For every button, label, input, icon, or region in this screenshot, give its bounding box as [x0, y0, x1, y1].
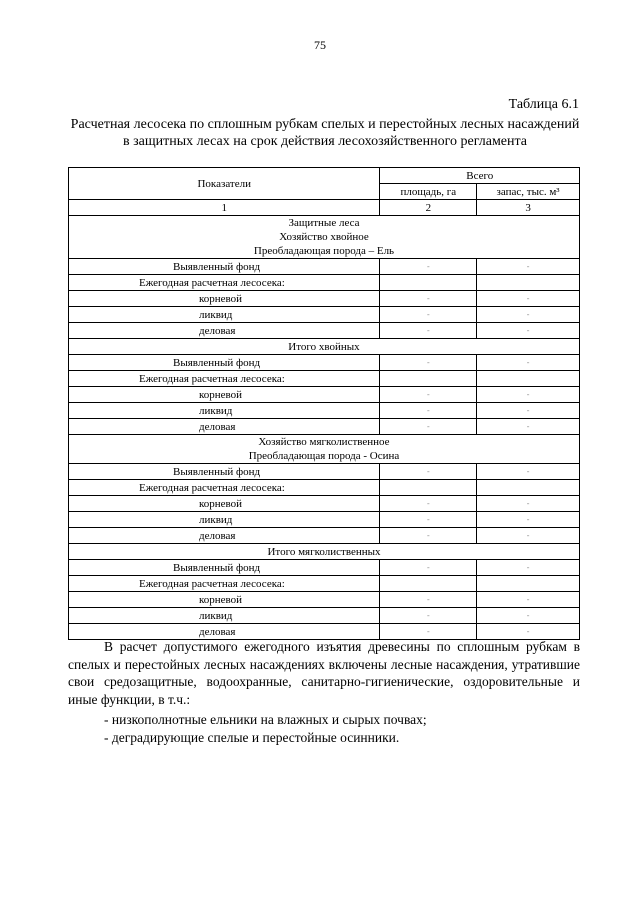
body-paragraph: В расчет допустимого ежегодного изъятия древесины по сплошным рубкам в спелых и перестойных лесных насаждениях включены лесные насаждения, утратившие свои средозащитные, водоохранные, санитарно-гигиенические, оздоровительные и иные функции, в т.ч.: — [68, 639, 580, 707]
cell-area: - — [380, 387, 477, 403]
cell-stock: - — [477, 355, 580, 371]
cell-area: - — [380, 608, 477, 624]
cell-area: - — [380, 512, 477, 528]
table-row — [69, 291, 580, 307]
cell-stock — [477, 576, 580, 592]
row-label: деловая — [69, 624, 380, 640]
row-label: Ежегодная расчетная лесосека: — [69, 371, 380, 387]
cell-area — [380, 275, 477, 291]
section-line: Преобладающая порода – Ель — [253, 245, 395, 257]
cell-stock: - — [477, 528, 580, 544]
table-row — [69, 576, 580, 592]
cell-area: - — [380, 403, 477, 419]
cell-area: - — [380, 307, 477, 323]
table-row — [69, 464, 580, 480]
cell-stock: - — [477, 387, 580, 403]
table-row — [69, 387, 580, 403]
table-row — [69, 592, 580, 608]
header-num-2: 2 — [380, 200, 477, 216]
cell-stock: - — [477, 608, 580, 624]
cell-stock: - — [477, 419, 580, 435]
cell-stock: - — [477, 592, 580, 608]
page-number: 75 — [314, 38, 326, 52]
list-item: - низкополнотные ельники на влажных и сырых почвах; — [104, 712, 427, 727]
section-line: Хозяйство мягколиственное — [258, 436, 390, 448]
cell-stock — [477, 275, 580, 291]
table-row — [69, 512, 580, 528]
row-label: Выявленный фонд — [69, 355, 380, 371]
cell-area: - — [380, 624, 477, 640]
table-label: Таблица 6.1 — [508, 97, 579, 112]
row-label: Ежегодная расчетная лесосека: — [69, 275, 380, 291]
cell-area: - — [380, 323, 477, 339]
cell-stock — [477, 371, 580, 387]
table-row — [69, 496, 580, 512]
row-label: корневой — [69, 291, 380, 307]
list-item: - деградирующие спелые и перестойные осинники. — [104, 730, 400, 745]
table-title: Расчетная лесосека по сплошным рубкам спелых и перестойных лесных насаждений в защитных лесах на срок действия лесохозяйственного регламента — [70, 117, 580, 149]
header-stock: запас, тыс. м³ — [477, 184, 580, 200]
section-total: Итого мягколиственных — [69, 544, 580, 560]
table-row — [69, 403, 580, 419]
cell-stock: - — [477, 403, 580, 419]
cell-area: - — [380, 592, 477, 608]
row-label: Ежегодная расчетная лесосека: — [69, 576, 380, 592]
row-label: деловая — [69, 528, 380, 544]
section-title — [69, 216, 580, 259]
cell-stock: - — [477, 291, 580, 307]
row-label: Ежегодная расчетная лесосека: — [69, 480, 380, 496]
cell-area — [380, 480, 477, 496]
table-row — [69, 608, 580, 624]
row-label: ликвид — [69, 512, 380, 528]
table-row — [69, 307, 580, 323]
cell-area: - — [380, 355, 477, 371]
row-label: Выявленный фонд — [69, 464, 380, 480]
table-row — [69, 355, 580, 371]
cell-stock: - — [477, 464, 580, 480]
table-row — [69, 560, 580, 576]
section-line: Преобладающая порода - Осина — [248, 450, 400, 462]
table-row — [69, 480, 580, 496]
cell-stock: - — [477, 323, 580, 339]
cell-stock: - — [477, 496, 580, 512]
header-num-3: 3 — [477, 200, 580, 216]
row-label: деловая — [69, 323, 380, 339]
cell-stock: - — [477, 560, 580, 576]
table-row — [69, 323, 580, 339]
row-label: ликвид — [69, 608, 380, 624]
cell-area: - — [380, 528, 477, 544]
section-total: Итого хвойных — [69, 339, 580, 355]
section-line: Защитные леса — [288, 217, 360, 229]
cell-area — [380, 371, 477, 387]
cell-stock — [477, 480, 580, 496]
cell-stock: - — [477, 259, 580, 275]
cell-area: - — [380, 419, 477, 435]
table-row — [69, 371, 580, 387]
table-row — [69, 259, 580, 275]
row-label: ликвид — [69, 403, 380, 419]
cell-area: - — [380, 259, 477, 275]
row-label: корневой — [69, 387, 380, 403]
cell-stock: - — [477, 512, 580, 528]
cell-area: - — [380, 291, 477, 307]
header-total: Всего — [380, 168, 580, 184]
section-title — [69, 435, 580, 464]
cell-area: - — [380, 560, 477, 576]
row-label: корневой — [69, 592, 380, 608]
forest-table — [68, 167, 580, 640]
table-row — [69, 275, 580, 291]
header-area: площадь, га — [380, 184, 477, 200]
header-indicators: Показатели — [69, 168, 380, 200]
row-label: деловая — [69, 419, 380, 435]
table-row — [69, 419, 580, 435]
table-row — [69, 528, 580, 544]
section-line: Хозяйство хвойное — [279, 231, 369, 243]
cell-area: - — [380, 464, 477, 480]
cell-stock: - — [477, 307, 580, 323]
row-label: ликвид — [69, 307, 380, 323]
cell-stock: - — [477, 624, 580, 640]
row-label: Выявленный фонд — [69, 259, 380, 275]
row-label: Выявленный фонд — [69, 560, 380, 576]
cell-area: - — [380, 496, 477, 512]
cell-area — [380, 576, 477, 592]
row-label: корневой — [69, 496, 380, 512]
header-num-1: 1 — [69, 200, 380, 216]
